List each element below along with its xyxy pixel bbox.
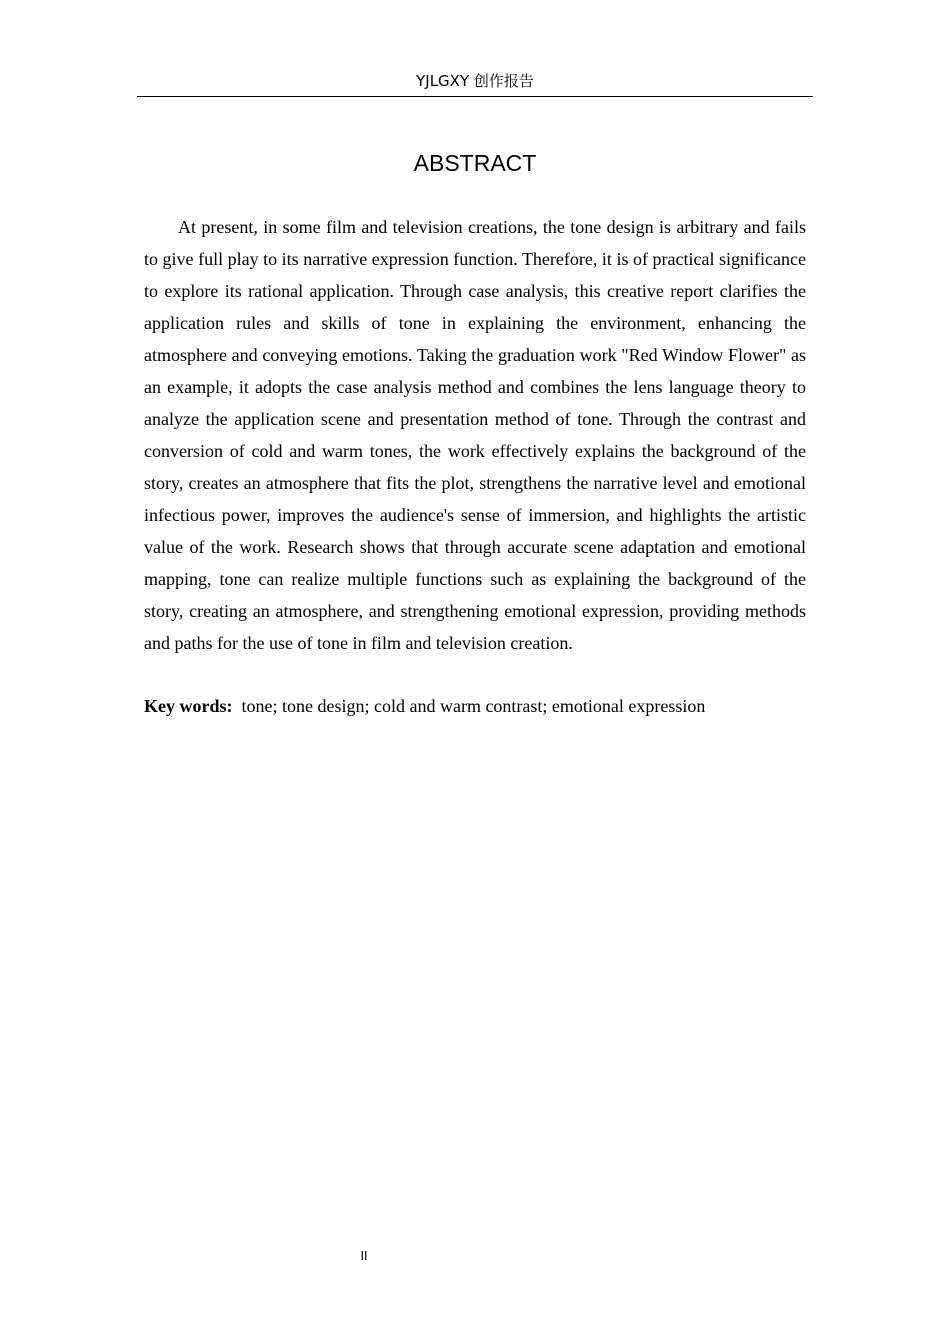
keywords-list: tone; tone design; cold and warm contrast; emotional expression bbox=[241, 696, 706, 716]
page-number: II bbox=[360, 1249, 368, 1263]
abstract-body: At present, in some film and television creations, the tone design is arbitrary and fails to give full play to its narrative expression function. Therefore, it is of practical significance to explore its rational application. Through case analysis, this creative report clarifies the application rules and skills of tone in explaining the environment, enhancing the atmosphere and conveying emotions. Taking the graduation work "Red Window Flower" as an example, it adopts the case analysis method and combines the lens language theory to analyze the application scene and presentation method of tone. Through the contrast and conversion of cold and warm tones, the work effectively explains the background of the story, creates an atmosphere that fits the plot, strengthens the narrative level and emotional infectious power, improves the audience's sense of immersion, and highlights the artistic value of the work. Research shows that through accurate scene adaptation and emotional mapping, tone can realize multiple functions such as explaining the background of the story, creating an atmosphere, and strengthening emotional expression, providing methods and paths for the use of tone in film and television creation. bbox=[144, 217, 806, 653]
keywords-line bbox=[144, 690, 806, 722]
keywords-label: Key words: bbox=[144, 696, 233, 716]
abstract-title: ABSTRACT bbox=[413, 150, 537, 176]
running-header: YJLGXY 创作报告 bbox=[137, 70, 813, 97]
